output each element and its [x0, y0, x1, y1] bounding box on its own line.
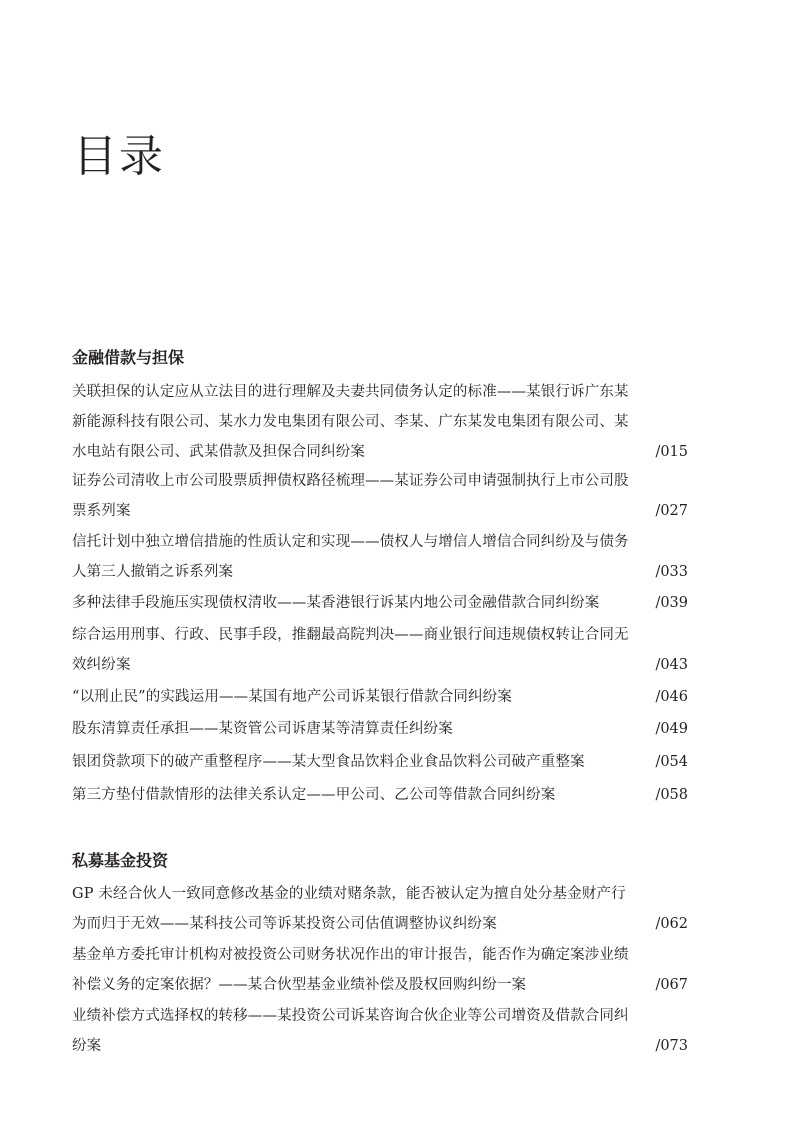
- toc-entry[interactable]: [72, 377, 688, 467]
- entry-title: GP 未经合伙人一致同意修改基金的业绩对赌条款，能否被认定为擅自处分基金财产行为而归于无效——某科技公司等诉某投资公司估值调整协议纠纷案: [72, 886, 626, 932]
- entry-page-number: /046: [655, 689, 688, 705]
- entry-title: 信托计划中独立增信措施的性质认定和实现——债权人与增信人增信合同纠纷及与债务人第三人撤销之诉系列案: [72, 534, 629, 580]
- entry-title: 综合运用刑事、行政、民事手段，推翻最高院判决——商业银行间违规债权转让合同无效纠纷案: [72, 627, 629, 673]
- section-heading: 私募基金投资: [72, 851, 169, 870]
- entry-title: 多种法律手段施压实现债权清收——某香港银行诉某内地公司金融借款合同纠纷案: [72, 595, 600, 611]
- entry-page-number: /043: [655, 657, 688, 673]
- toc-entry[interactable]: [72, 940, 688, 1000]
- toc-entry[interactable]: [72, 620, 688, 680]
- toc-entry[interactable]: [72, 1001, 688, 1061]
- entry-title: 关联担保的认定应从立法目的进行理解及夫妻共同债务认定的标准——某银行诉广东某新能源科技有限公司、某水力发电集团有限公司、李某、广东某发电集团有限公司、某水电站有限公司、武某借款及担保合同纠纷案: [72, 384, 629, 460]
- toc-entry[interactable]: [72, 588, 688, 618]
- entry-page-number: /062: [655, 916, 688, 932]
- entry-title: 银团贷款项下的破产重整程序——某大型食品饮料企业食品饮料公司破产重整案: [72, 754, 585, 770]
- entry-page-number: /067: [655, 977, 688, 993]
- entry-title: 证券公司清收上市公司股票质押债权路径梳理——某证券公司申请强制执行上市公司股票系列案: [72, 473, 629, 519]
- toc-entry[interactable]: [72, 747, 688, 777]
- toc-entry[interactable]: [72, 780, 688, 810]
- toc-entry[interactable]: [72, 714, 688, 744]
- entry-page-number: /054: [655, 754, 688, 770]
- toc-entry[interactable]: [72, 466, 688, 526]
- page-title: 目录: [73, 131, 165, 182]
- entry-title: 基金单方委托审计机构对被投资公司财务状况作出的审计报告，能否作为确定案涉业绩补偿义务的定案依据？——某合伙型基金业绩补偿及股权回购纠纷一案: [72, 947, 629, 993]
- toc-entry[interactable]: [72, 527, 688, 587]
- entry-page-number: /015: [655, 444, 688, 460]
- entry-title: “以刑止民”的实践运用——某国有地产公司诉某银行借款合同纠纷案: [72, 689, 512, 705]
- entry-page-number: /073: [655, 1038, 688, 1054]
- entry-page-number: /027: [655, 503, 688, 519]
- entry-page-number: /039: [655, 595, 688, 611]
- entry-title: 股东清算责任承担——某资管公司诉唐某等清算责任纠纷案: [72, 721, 453, 737]
- entry-page-number: /058: [655, 787, 688, 803]
- entry-page-number: /033: [655, 564, 688, 580]
- entry-title: 第三方垫付借款情形的法律关系认定——甲公司、乙公司等借款合同纠纷案: [72, 787, 556, 803]
- entry-title: 业绩补偿方式选择权的转移——某投资公司诉某咨询合伙企业等公司增资及借款合同纠纷案: [72, 1008, 629, 1054]
- entry-page-number: /049: [655, 721, 688, 737]
- toc-entry[interactable]: [72, 879, 688, 939]
- toc-entry[interactable]: [72, 682, 688, 712]
- section-heading: 金融借款与担保: [72, 348, 185, 367]
